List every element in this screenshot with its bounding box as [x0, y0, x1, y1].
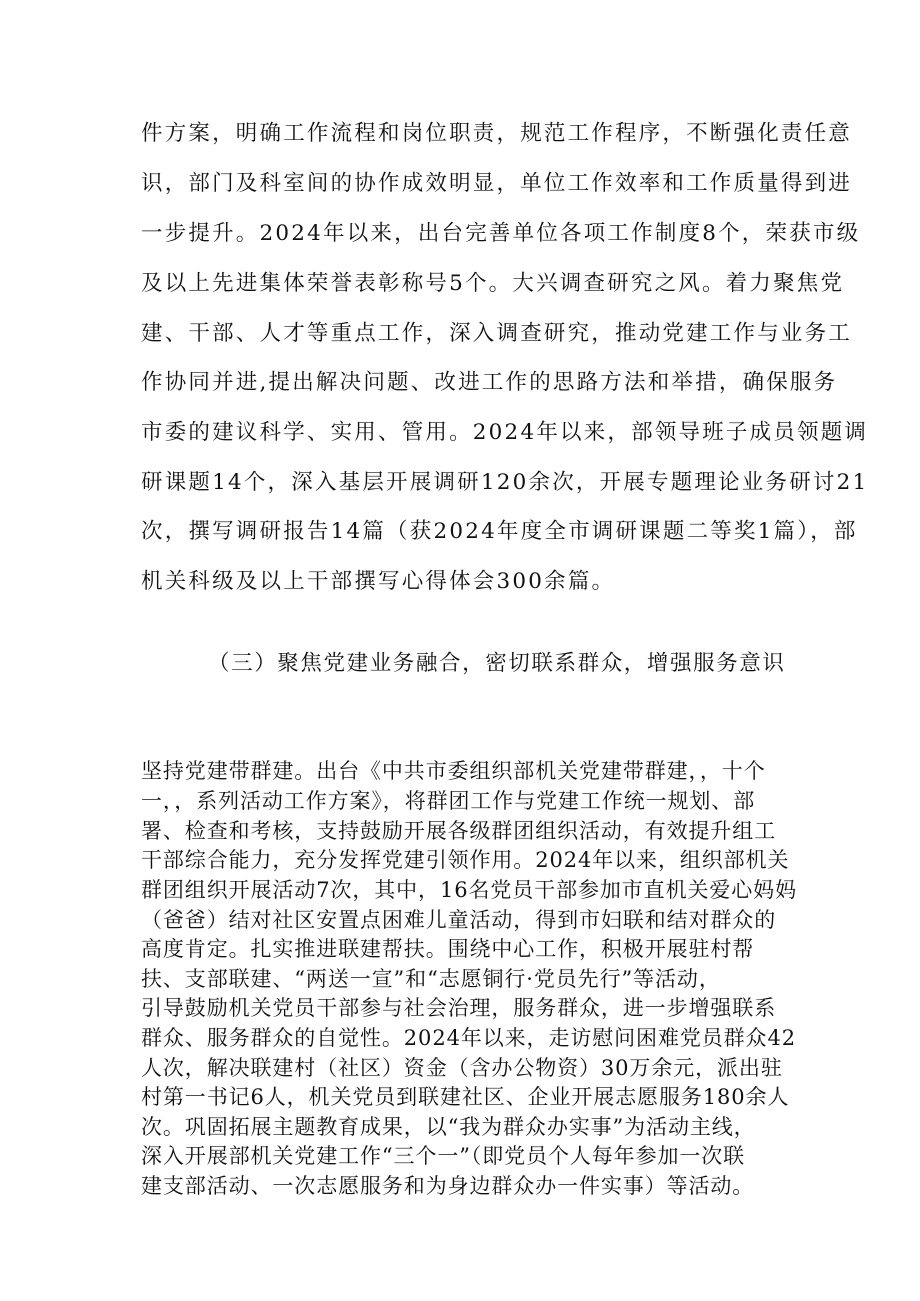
paragraph-1-line: 机关科级及以上干部撰写心得体会300余篇。	[141, 569, 616, 594]
paragraph-2-line: 次。巩固拓展主题教育成果，以“我为群众办实事”为活动主线，	[141, 1115, 756, 1139]
paragraph-1-line: 次，撰写调研报告14篇（获2024年度全市调研课题二等奖1篇），部	[141, 519, 858, 544]
paragraph-2-line: 群团组织开展活动7次，其中，16名党员干部参加市直机关爱心妈妈	[141, 878, 797, 902]
paragraph-2-line: 群众、服务群众的自觉性。2024年以来，走访慰问困难党员群众42	[141, 1026, 796, 1050]
paragraph-2-line: 引导鼓励机关党员干部参与社会治理，服务群众，进一步增强联系	[141, 996, 777, 1020]
paragraph-1-line: 及以上先进集体荣誉表彰称号5个。大兴调查研究之风。着力聚焦党	[141, 271, 845, 296]
paragraph-1-line: 研课题14个，深入基层开展调研120余次，开展专题理论业务研讨21	[141, 470, 869, 495]
paragraph-2-line: 署、检查和考核，支持鼓励开展各级群团组织活动，有效提升组工	[141, 819, 777, 843]
paragraph-2-line: 村第一书记6人，机关党员到联建社区、企业开展志愿服务180余人	[141, 1085, 790, 1109]
paragraph-2-line: （爸爸）结对社区安置点困难儿童活动，得到市妇联和结对群众的	[141, 908, 777, 932]
paragraph-2-line: 深入开展部机关党建工作“三个一”（即党员个人每年参加一次联	[141, 1144, 746, 1168]
paragraph-1-line: 一步提升。2024年以来，出台完善单位各项工作制度8个，荣获市级	[141, 221, 861, 246]
paragraph-1-line: 作协同并进,提出解决问题、改进工作的思路方法和举措，确保服务	[141, 370, 838, 395]
paragraph-2-line: 高度肯定。扎实推进联建帮扶。围绕中心工作，积极开展驻村帮	[141, 937, 755, 961]
paragraph-2-line: 干部综合能力，充分发挥党建引领作用。2024年以来，组织部机关	[141, 848, 790, 872]
paragraph-2-line: 扶、支部联建、“两送一宣”和“志愿铜行·党员先行”等活动，	[141, 967, 721, 991]
paragraph-1-line: 市委的建议科学、实用、管用。2024年以来，部领导班子成员领题调	[141, 420, 869, 445]
paragraph-2-line: 人次，解决联建村（社区）资金（含办公物资）30万余元，派出驻	[141, 1056, 783, 1080]
section-heading: （三）聚焦党建业务融合，密切联系群众，增强服务意识	[208, 651, 786, 676]
paragraph-2-line: 建支部活动、一次志愿服务和为身边群众办一件实事）等活动。	[141, 1174, 755, 1198]
paragraph-2-line: 坚持党建带群建。出台《中共市委组织部机关党建带群建，，十个	[141, 759, 766, 783]
paragraph-1-line: 建、干部、人才等重点工作，深入调查研究，推动党建工作与业务工	[141, 321, 853, 346]
paragraph-1-line: 件方案，明确工作流程和岗位职责，规范工作程序，不断强化责任意	[141, 121, 853, 146]
paragraph-1-line: 识，部门及科室间的协作成效明显，单位工作效率和工作质量得到进	[141, 171, 853, 196]
paragraph-2-line: 一，，系列活动工作方案》，将群团工作与党建工作统一规划、部	[141, 789, 756, 813]
